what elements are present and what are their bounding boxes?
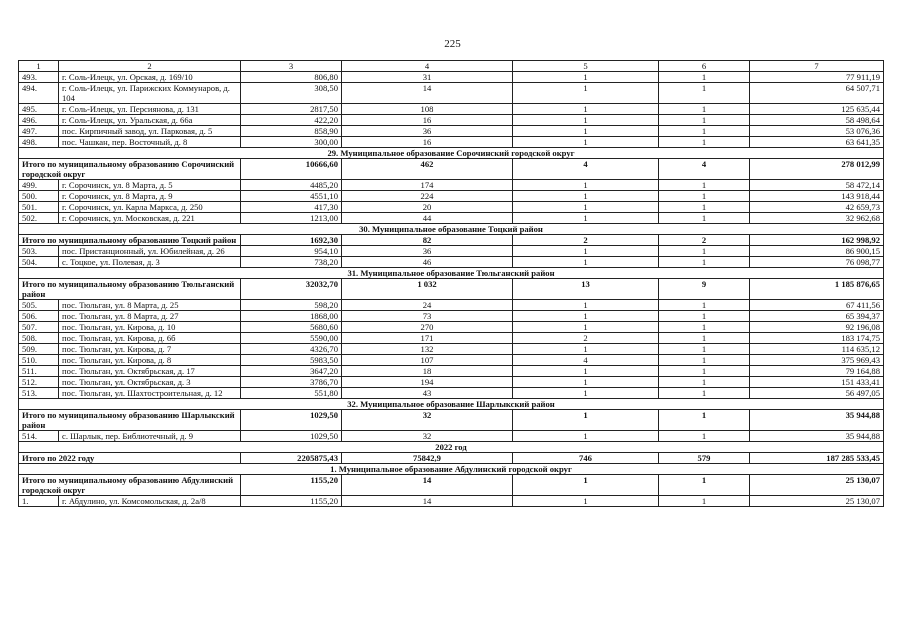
row-number: 497. bbox=[19, 126, 59, 137]
value-cell: 36 bbox=[342, 246, 513, 257]
value-cell: 1 bbox=[513, 322, 659, 333]
section-heading-row bbox=[19, 268, 884, 279]
register-table bbox=[18, 60, 884, 507]
page-number: 225 bbox=[444, 38, 461, 50]
value-cell: 3786,70 bbox=[241, 377, 342, 388]
row-number: 499. bbox=[19, 180, 59, 191]
value-cell: 1 bbox=[659, 137, 750, 148]
subtotal-cell: 1 185 876,65 bbox=[750, 279, 884, 300]
row-number: 495. bbox=[19, 104, 59, 115]
row-number: 511. bbox=[19, 366, 59, 377]
address-cell: г. Сорочинск, ул. Карла Маркса, д. 250 bbox=[59, 202, 241, 213]
address-cell: г. Сорочинск, ул. 8 Марта, д. 9 bbox=[59, 191, 241, 202]
column-header: 7 bbox=[750, 61, 884, 72]
subtotal-cell: 32032,70 bbox=[241, 279, 342, 300]
value-cell: 1 bbox=[513, 126, 659, 137]
address-cell: пос. Тюльган, ул. Шахтостроительная, д. 12 bbox=[59, 388, 241, 399]
value-cell: 1 bbox=[513, 83, 659, 104]
value-cell: 1 bbox=[659, 126, 750, 137]
address-cell: пос. Тюльган, ул. Октябрьская, д. 3 bbox=[59, 377, 241, 388]
value-cell: 858,90 bbox=[241, 126, 342, 137]
subtotal-cell: 1 bbox=[513, 475, 659, 496]
value-cell: 25 130,07 bbox=[750, 496, 884, 507]
row-number: 503. bbox=[19, 246, 59, 257]
table-row bbox=[19, 344, 884, 355]
value-cell: 143 918,44 bbox=[750, 191, 884, 202]
value-cell: 86 900,15 bbox=[750, 246, 884, 257]
section-title: 31. Муниципальное образование Тюльганский район bbox=[19, 268, 884, 279]
value-cell: 1 bbox=[659, 366, 750, 377]
table-body bbox=[19, 72, 884, 507]
subtotal-cell: 162 998,92 bbox=[750, 235, 884, 246]
address-cell: г. Соль-Илецк, ул. Парижских Коммунаров, д. 104 bbox=[59, 83, 241, 104]
subtotal-cell: 1 bbox=[513, 410, 659, 431]
value-cell: 1868,00 bbox=[241, 311, 342, 322]
subtotal-row bbox=[19, 159, 884, 180]
value-cell: 4485,20 bbox=[241, 180, 342, 191]
address-cell: пос. Кирпичный завод, ул. Парковая, д. 5 bbox=[59, 126, 241, 137]
value-cell: 114 635,12 bbox=[750, 344, 884, 355]
value-cell: 1 bbox=[513, 431, 659, 442]
subtotal-label: Итого по муниципальному образованию Тоцкий район bbox=[19, 235, 241, 246]
row-number: 510. bbox=[19, 355, 59, 366]
address-cell: г. Сорочинск, ул. 8 Марта, д. 5 bbox=[59, 180, 241, 191]
value-cell: 73 bbox=[342, 311, 513, 322]
value-cell: 24 bbox=[342, 300, 513, 311]
table-row bbox=[19, 431, 884, 442]
section-title: 30. Муниципальное образование Тоцкий район bbox=[19, 224, 884, 235]
subtotal-cell: 25 130,07 bbox=[750, 475, 884, 496]
address-cell: г. Абдулино, ул. Комсомольская, д. 2а/8 bbox=[59, 496, 241, 507]
section-heading-row bbox=[19, 399, 884, 410]
value-cell: 1 bbox=[659, 191, 750, 202]
subtotal-cell: 1 032 bbox=[342, 279, 513, 300]
value-cell: 1 bbox=[659, 246, 750, 257]
value-cell: 14 bbox=[342, 496, 513, 507]
value-cell: 224 bbox=[342, 191, 513, 202]
value-cell: 1 bbox=[659, 72, 750, 83]
address-cell: пос. Тюльган, ул. Кирова, д. 6б bbox=[59, 333, 241, 344]
row-number: 500. bbox=[19, 191, 59, 202]
value-cell: 1 bbox=[513, 202, 659, 213]
value-cell: 1 bbox=[513, 388, 659, 399]
section-title: 1. Муниципальное образование Абдулинский городской округ bbox=[19, 464, 884, 475]
value-cell: 1 bbox=[513, 180, 659, 191]
value-cell: 1 bbox=[659, 311, 750, 322]
subtotal-cell: 13 bbox=[513, 279, 659, 300]
row-number: 508. bbox=[19, 333, 59, 344]
row-number: 509. bbox=[19, 344, 59, 355]
value-cell: 5983,50 bbox=[241, 355, 342, 366]
value-cell: 300,00 bbox=[241, 137, 342, 148]
table-row bbox=[19, 366, 884, 377]
table-row bbox=[19, 322, 884, 333]
value-cell: 1 bbox=[513, 344, 659, 355]
value-cell: 18 bbox=[342, 366, 513, 377]
value-cell: 4326,70 bbox=[241, 344, 342, 355]
table-row bbox=[19, 333, 884, 344]
value-cell: 1 bbox=[513, 104, 659, 115]
value-cell: 1 bbox=[659, 104, 750, 115]
row-number: 1. bbox=[19, 496, 59, 507]
table-row bbox=[19, 355, 884, 366]
value-cell: 125 635,44 bbox=[750, 104, 884, 115]
value-cell: 53 076,36 bbox=[750, 126, 884, 137]
table-row bbox=[19, 191, 884, 202]
value-cell: 806,80 bbox=[241, 72, 342, 83]
column-header: 5 bbox=[513, 61, 659, 72]
subtotal-cell: 10666,60 bbox=[241, 159, 342, 180]
value-cell: 44 bbox=[342, 213, 513, 224]
row-number: 514. bbox=[19, 431, 59, 442]
subtotal-cell: 1155,20 bbox=[241, 475, 342, 496]
subtotal-row bbox=[19, 475, 884, 496]
subtotal-label: Итого по муниципальному образованию Тюльганский район bbox=[19, 279, 241, 300]
row-number: 496. bbox=[19, 115, 59, 126]
value-cell: 46 bbox=[342, 257, 513, 268]
subtotal-cell: 1 bbox=[659, 475, 750, 496]
subtotal-cell: 2 bbox=[513, 235, 659, 246]
row-number: 504. bbox=[19, 257, 59, 268]
subtotal-row bbox=[19, 235, 884, 246]
address-cell: с. Тоцкое, ул. Полевая, д. 3 bbox=[59, 257, 241, 268]
value-cell: 79 164,88 bbox=[750, 366, 884, 377]
subtotal-cell: 1 bbox=[659, 410, 750, 431]
value-cell: 4551,10 bbox=[241, 191, 342, 202]
value-cell: 58 472,14 bbox=[750, 180, 884, 191]
row-number: 494. bbox=[19, 83, 59, 104]
value-cell: 1 bbox=[659, 355, 750, 366]
subtotal-label: Итого по 2022 году bbox=[19, 453, 241, 464]
value-cell: 270 bbox=[342, 322, 513, 333]
address-cell: пос. Тюльган, ул. Кирова, д. 7 bbox=[59, 344, 241, 355]
row-number: 498. bbox=[19, 137, 59, 148]
table-row bbox=[19, 137, 884, 148]
row-number: 513. bbox=[19, 388, 59, 399]
subtotal-cell: 9 bbox=[659, 279, 750, 300]
value-cell: 132 bbox=[342, 344, 513, 355]
section-title: 32. Муниципальное образование Шарлыкский район bbox=[19, 399, 884, 410]
subtotal-label: Итого по муниципальному образованию Шарлыкский район bbox=[19, 410, 241, 431]
value-cell: 67 411,56 bbox=[750, 300, 884, 311]
section-heading-row bbox=[19, 442, 884, 453]
row-number: 507. bbox=[19, 322, 59, 333]
row-number: 512. bbox=[19, 377, 59, 388]
value-cell: 738,20 bbox=[241, 257, 342, 268]
subtotal-row bbox=[19, 453, 884, 464]
value-cell: 1 bbox=[513, 72, 659, 83]
value-cell: 1213,00 bbox=[241, 213, 342, 224]
table-row bbox=[19, 496, 884, 507]
value-cell: 598,20 bbox=[241, 300, 342, 311]
value-cell: 1 bbox=[659, 257, 750, 268]
value-cell: 183 174,75 bbox=[750, 333, 884, 344]
value-cell: 43 bbox=[342, 388, 513, 399]
value-cell: 551,80 bbox=[241, 388, 342, 399]
value-cell: 194 bbox=[342, 377, 513, 388]
value-cell: 1 bbox=[513, 213, 659, 224]
subtotal-label: Итого по муниципальному образованию Сорочинский городской округ bbox=[19, 159, 241, 180]
column-header: 3 bbox=[241, 61, 342, 72]
table-row bbox=[19, 213, 884, 224]
address-cell: пос. Тюльган, ул. Кирова, д. 8 bbox=[59, 355, 241, 366]
value-cell: 1 bbox=[659, 388, 750, 399]
table-row bbox=[19, 115, 884, 126]
row-number: 501. bbox=[19, 202, 59, 213]
subtotal-cell: 14 bbox=[342, 475, 513, 496]
value-cell: 42 659,73 bbox=[750, 202, 884, 213]
address-cell: пос. Чашкан, пер. Восточный, д. 8 bbox=[59, 137, 241, 148]
value-cell: 4 bbox=[513, 355, 659, 366]
table-row bbox=[19, 257, 884, 268]
value-cell: 174 bbox=[342, 180, 513, 191]
column-header: 6 bbox=[659, 61, 750, 72]
subtotal-row bbox=[19, 279, 884, 300]
value-cell: 422,20 bbox=[241, 115, 342, 126]
subtotal-cell: 2205875,43 bbox=[241, 453, 342, 464]
value-cell: 58 498,64 bbox=[750, 115, 884, 126]
subtotal-row bbox=[19, 410, 884, 431]
value-cell: 1 bbox=[659, 115, 750, 126]
value-cell: 56 497,05 bbox=[750, 388, 884, 399]
value-cell: 65 394,37 bbox=[750, 311, 884, 322]
value-cell: 1155,20 bbox=[241, 496, 342, 507]
row-number: 505. bbox=[19, 300, 59, 311]
row-number: 506. bbox=[19, 311, 59, 322]
address-cell: г. Соль-Илецк, ул. Орская, д. 169/10 bbox=[59, 72, 241, 83]
subtotal-label: Итого по муниципальному образованию Абдулинский городской округ bbox=[19, 475, 241, 496]
value-cell: 417,30 bbox=[241, 202, 342, 213]
value-cell: 92 196,08 bbox=[750, 322, 884, 333]
table-row bbox=[19, 311, 884, 322]
value-cell: 1 bbox=[659, 322, 750, 333]
value-cell: 32 bbox=[342, 431, 513, 442]
value-cell: 2817,50 bbox=[241, 104, 342, 115]
section-heading-row bbox=[19, 148, 884, 159]
subtotal-cell: 75842,9 bbox=[342, 453, 513, 464]
table-row bbox=[19, 300, 884, 311]
value-cell: 1 bbox=[513, 377, 659, 388]
subtotal-cell: 187 285 533,45 bbox=[750, 453, 884, 464]
address-cell: пос. Тюльган, ул. Октябрьская, д. 17 bbox=[59, 366, 241, 377]
address-cell: пос. Тюльган, ул. 8 Марта, д. 25 bbox=[59, 300, 241, 311]
value-cell: 5680,60 bbox=[241, 322, 342, 333]
subtotal-cell: 32 bbox=[342, 410, 513, 431]
address-cell: пос. Пристанционный, ул. Юбилейная, д. 26 bbox=[59, 246, 241, 257]
subtotal-cell: 35 944,88 bbox=[750, 410, 884, 431]
address-cell: пос. Тюльган, ул. Кирова, д. 10 bbox=[59, 322, 241, 333]
value-cell: 1 bbox=[513, 496, 659, 507]
value-cell: 14 bbox=[342, 83, 513, 104]
value-cell: 1 bbox=[659, 213, 750, 224]
value-cell: 2 bbox=[513, 333, 659, 344]
subtotal-cell: 4 bbox=[659, 159, 750, 180]
value-cell: 1 bbox=[513, 191, 659, 202]
value-cell: 1 bbox=[659, 377, 750, 388]
value-cell: 108 bbox=[342, 104, 513, 115]
value-cell: 1 bbox=[513, 366, 659, 377]
subtotal-cell: 1692,30 bbox=[241, 235, 342, 246]
value-cell: 1 bbox=[513, 246, 659, 257]
table-row bbox=[19, 377, 884, 388]
value-cell: 16 bbox=[342, 137, 513, 148]
value-cell: 1 bbox=[659, 202, 750, 213]
column-header: 1 bbox=[19, 61, 59, 72]
column-header: 4 bbox=[342, 61, 513, 72]
value-cell: 1 bbox=[659, 83, 750, 104]
value-cell: 1 bbox=[513, 115, 659, 126]
value-cell: 1 bbox=[659, 180, 750, 191]
value-cell: 954,10 bbox=[241, 246, 342, 257]
value-cell: 1 bbox=[659, 300, 750, 311]
value-cell: 107 bbox=[342, 355, 513, 366]
value-cell: 76 098,77 bbox=[750, 257, 884, 268]
value-cell: 171 bbox=[342, 333, 513, 344]
value-cell: 1 bbox=[513, 300, 659, 311]
row-number: 502. bbox=[19, 213, 59, 224]
subtotal-cell: 462 bbox=[342, 159, 513, 180]
table-row bbox=[19, 180, 884, 191]
address-cell: г. Соль-Илецк, ул. Персиянова, д. 131 bbox=[59, 104, 241, 115]
table-row bbox=[19, 104, 884, 115]
value-cell: 1 bbox=[659, 431, 750, 442]
value-cell: 151 433,41 bbox=[750, 377, 884, 388]
value-cell: 20 bbox=[342, 202, 513, 213]
value-cell: 16 bbox=[342, 115, 513, 126]
value-cell: 1 bbox=[513, 137, 659, 148]
address-cell: г. Соль-Илецк, ул. Уральская, д. 66а bbox=[59, 115, 241, 126]
section-heading-row bbox=[19, 464, 884, 475]
value-cell: 1 bbox=[659, 344, 750, 355]
subtotal-cell: 746 bbox=[513, 453, 659, 464]
value-cell: 375 969,43 bbox=[750, 355, 884, 366]
section-title: 2022 год bbox=[19, 442, 884, 453]
value-cell: 5590,00 bbox=[241, 333, 342, 344]
value-cell: 31 bbox=[342, 72, 513, 83]
column-number-row bbox=[19, 61, 884, 72]
address-cell: пос. Тюльган, ул. 8 Марта, д. 27 bbox=[59, 311, 241, 322]
table-row bbox=[19, 202, 884, 213]
table-row bbox=[19, 83, 884, 104]
subtotal-cell: 278 012,99 bbox=[750, 159, 884, 180]
section-title: 29. Муниципальное образование Сорочинский городской округ bbox=[19, 148, 884, 159]
value-cell: 1 bbox=[513, 311, 659, 322]
row-number: 493. bbox=[19, 72, 59, 83]
subtotal-cell: 1029,50 bbox=[241, 410, 342, 431]
column-header: 2 bbox=[59, 61, 241, 72]
address-cell: г. Сорочинск, ул. Московская, д. 221 bbox=[59, 213, 241, 224]
value-cell: 32 962,68 bbox=[750, 213, 884, 224]
table-row bbox=[19, 246, 884, 257]
value-cell: 1 bbox=[659, 333, 750, 344]
subtotal-cell: 579 bbox=[659, 453, 750, 464]
table-row bbox=[19, 388, 884, 399]
value-cell: 35 944,88 bbox=[750, 431, 884, 442]
value-cell: 1 bbox=[513, 257, 659, 268]
subtotal-cell: 4 bbox=[513, 159, 659, 180]
subtotal-cell: 82 bbox=[342, 235, 513, 246]
value-cell: 64 507,71 bbox=[750, 83, 884, 104]
value-cell: 63 641,35 bbox=[750, 137, 884, 148]
value-cell: 308,50 bbox=[241, 83, 342, 104]
table-row bbox=[19, 126, 884, 137]
value-cell: 3647,20 bbox=[241, 366, 342, 377]
table-row bbox=[19, 72, 884, 83]
section-heading-row bbox=[19, 224, 884, 235]
value-cell: 36 bbox=[342, 126, 513, 137]
value-cell: 1029,50 bbox=[241, 431, 342, 442]
subtotal-cell: 2 bbox=[659, 235, 750, 246]
address-cell: с. Шарлык, пер. Библиотечный, д. 9 bbox=[59, 431, 241, 442]
value-cell: 1 bbox=[659, 496, 750, 507]
value-cell: 77 911,19 bbox=[750, 72, 884, 83]
